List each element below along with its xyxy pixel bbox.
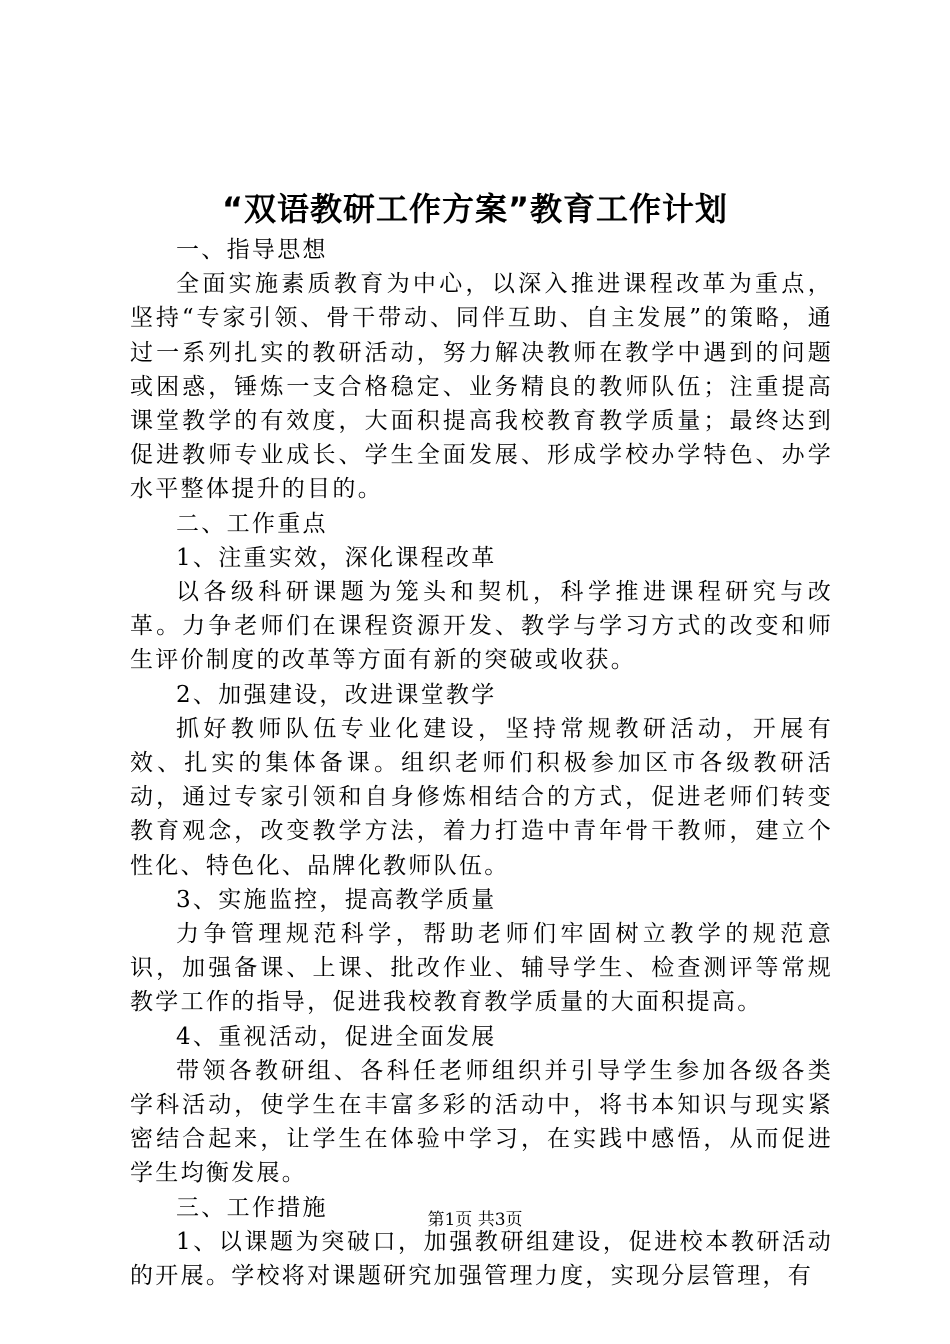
paragraph-classroom-teaching: 抓好教师队伍专业化建设，坚持常规教研活动，开展有效、扎实的集体备课。组织老师们积极参加区市各级教研活动，通过专家引领和自身修炼相结合的方式，促进老师们转变教育观念，改变教学方法，着力打造中青年骨干教师，建立个性化、特色化、品牌化教师队伍。 (130, 715, 833, 879)
subheading-classroom-teaching: 2、加强建设，改进课堂教学 (176, 681, 497, 708)
section-heading-work-focus: 二、工作重点 (176, 510, 328, 537)
subheading-teaching-quality: 3、实施监控，提高教学质量 (176, 886, 497, 913)
paragraph-teaching-quality: 力争管理规范科学，帮助老师们牢固树立教学的规范意识，加强备课、上课、批改作业、辅导学生、检查测评等常规教学工作的指导，促进我校教育教学质量的大面积提高。 (130, 921, 833, 1016)
section-heading-work-measures: 三、工作措施 (176, 1194, 328, 1221)
subheading-curriculum-reform: 1、注重实效，深化课程改革 (176, 544, 497, 571)
paragraph-activities: 带领各教研组、各科任老师组织并引导学生参加各级各类学科活动，使学生在丰富多彩的活动中，将书本知识与现实紧密结合起来，让学生在体验中学习，在实践中感悟，从而促进学生均衡发展。 (130, 1057, 833, 1187)
section-heading-guiding-ideology: 一、指导思想 (176, 237, 328, 263)
paragraph-work-measures: 1、以课题为突破口，加强教研组建设，促进校本教研活动的开展。学校将对课题研究加强管理力度，实现分层管理，有 (130, 1228, 833, 1290)
page-number-footer: 第1页 共3页 (427, 1210, 523, 1230)
document-title: “双语教研工作方案”教育工作计划 (221, 190, 729, 228)
document-body (130, 233, 833, 1293)
paragraph-curriculum-reform: 以各级科研课题为笼头和契机，科学推进课程研究与改革。力争老师们在课程资源开发、教学与学习方式的改变和师生评价制度的改革等方面有新的突破或收获。 (130, 579, 833, 674)
paragraph-guiding-ideology: 全面实施素质教育为中心，以深入推进课程改革为重点，坚持“专家引领、骨干带动、同伴互助、自主发展”的策略，通过一系列扎实的教研活动，努力解决教师在教学中遇到的问题或困惑，锤炼一支合格稳定、业务精良的教师队伍；注重提高课堂教学的有效度，大面积提高我校教育教学质量；最终达到促进教师专业成长、学生全面发展、形成学校办学特色、办学水平整体提升的目的。 (130, 271, 833, 503)
subheading-activities: 4、重视活动，促进全面发展 (176, 1023, 497, 1050)
